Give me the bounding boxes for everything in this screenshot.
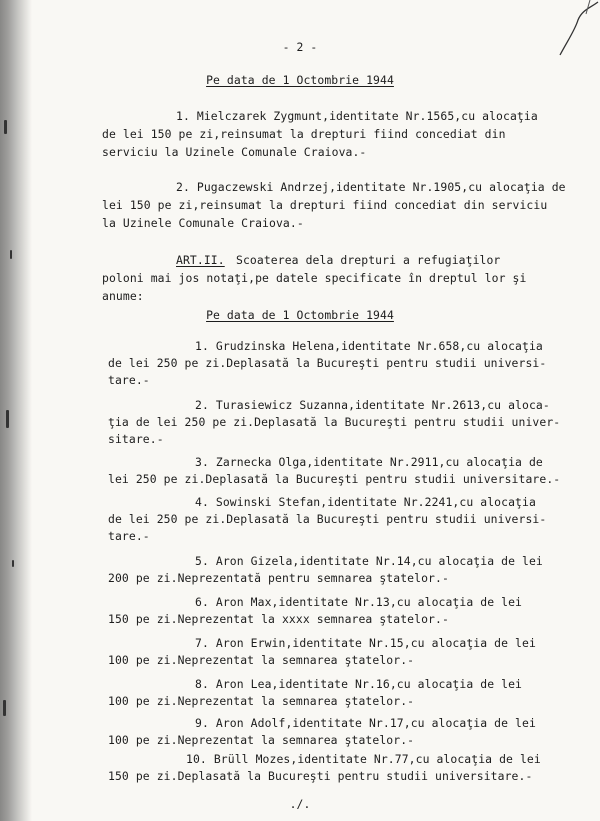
page-number: - 2 -: [282, 40, 318, 54]
scan-artifact: [10, 250, 12, 259]
entry-line: 7. Aron Erwin,identitate Nr.15,cu alocaţia de lei: [195, 636, 536, 650]
entry-line: 100 pe zi.Neprezentat la semnarea ştatelor.-: [108, 694, 415, 708]
entry-line: 200 pe zi.Neprezentată pentru semnarea ştatelor.-: [108, 571, 449, 585]
block-a-line: serviciu la Uzinele Comunale Craiova.-: [102, 145, 367, 159]
article-text-line: poloni mai jos notaţi,pe datele specificate în dreptul lor şi: [102, 271, 527, 285]
scan-artifact: [3, 700, 6, 716]
entry-line: ţia de lei 250 pe zi.Deplasată la Bucureşti pentru studii univer-: [108, 415, 561, 429]
article-label: ART.II.: [176, 253, 225, 267]
entry-line: 10. Brüll Mozes,identitate Nr.77,cu alocaţia de lei: [186, 752, 541, 766]
entry-line: 100 pe zi.Neprezentat la semnarea ştatelor.-: [108, 733, 415, 747]
scan-artifact: [4, 120, 7, 134]
heading-date-2: Pe data de 1 Octombrie 1944: [206, 308, 394, 322]
entry-line: 1. Grudzinska Helena,identitate Nr.658,cu alocaţia: [195, 339, 543, 353]
entry-line: 8. Aron Lea,identitate Nr.16,cu alocaţia de lei: [195, 677, 523, 691]
corner-pen-mark: [520, 0, 600, 70]
block-b-line: la Uzinele Comunale Craiova.-: [102, 216, 304, 230]
entry-line: sitare.-: [108, 432, 164, 446]
scan-artifact: [6, 410, 9, 428]
scan-artifact: [12, 560, 14, 567]
entry-line: 3. Zarnecka Olga,identitate Nr.2911,cu alocaţia de: [195, 455, 543, 469]
block-b-line: 2. Pugaczewski Andrzej,identitate Nr.1905,cu alocaţia de: [176, 180, 566, 194]
entry-line: lei 250 pe zi.Deplasată la Bucureşti pentru studii universitare.-: [108, 472, 561, 486]
entry-line: 4. Sowinski Stefan,identitate Nr.2241,cu alocaţia: [195, 495, 536, 509]
continuation-mark: ./.: [289, 797, 311, 811]
entry-line: 9. Aron Adolf,identitate Nr.17,cu alocaţia de lei: [195, 716, 536, 730]
heading-date-1: Pe data de 1 Octombrie 1944: [206, 73, 394, 87]
entry-line: 150 pe zi.Deplasată la Bucureşti pentru studii universitare.-: [108, 769, 533, 783]
block-a-line: de lei 150 pe zi,reinsumat la drepturi fiind concediat din: [102, 127, 506, 141]
entry-line: de lei 250 pe zi.Deplasată la Bucureşti pentru studii universi-: [108, 356, 547, 370]
entry-line: 100 pe zi.Neprezentat la semnarea ştatelor.-: [108, 653, 415, 667]
block-a-line: 1. Mielczarek Zygmunt,identitate Nr.1565,cu alocaţia: [176, 109, 538, 123]
entry-line: 150 pe zi.Neprezentat la xxxx semnarea ştatelor.-: [108, 612, 449, 626]
entry-line: tare.-: [108, 373, 150, 387]
entry-line: 2. Turasiewicz Suzanna,identitate Nr.2613,cu aloca-: [195, 398, 550, 412]
article-text-line: anume:: [102, 289, 144, 303]
entry-line: 5. Aron Gizela,identitate Nr.14,cu alocaţia de lei: [195, 554, 543, 568]
article-text-line: Scoaterea dela drepturi a refugiaţilor: [236, 253, 501, 267]
entry-line: de lei 250 pe zi.Deplasată la Bucureşti pentru studii universi-: [108, 512, 547, 526]
block-b-line: lei 150 pe zi,reinsumat la drepturi fiind concediat din serviciu: [102, 198, 548, 212]
entry-line: tare.-: [108, 529, 150, 543]
entry-line: 6. Aron Max,identitate Nr.13,cu alocaţia de lei: [195, 595, 523, 609]
